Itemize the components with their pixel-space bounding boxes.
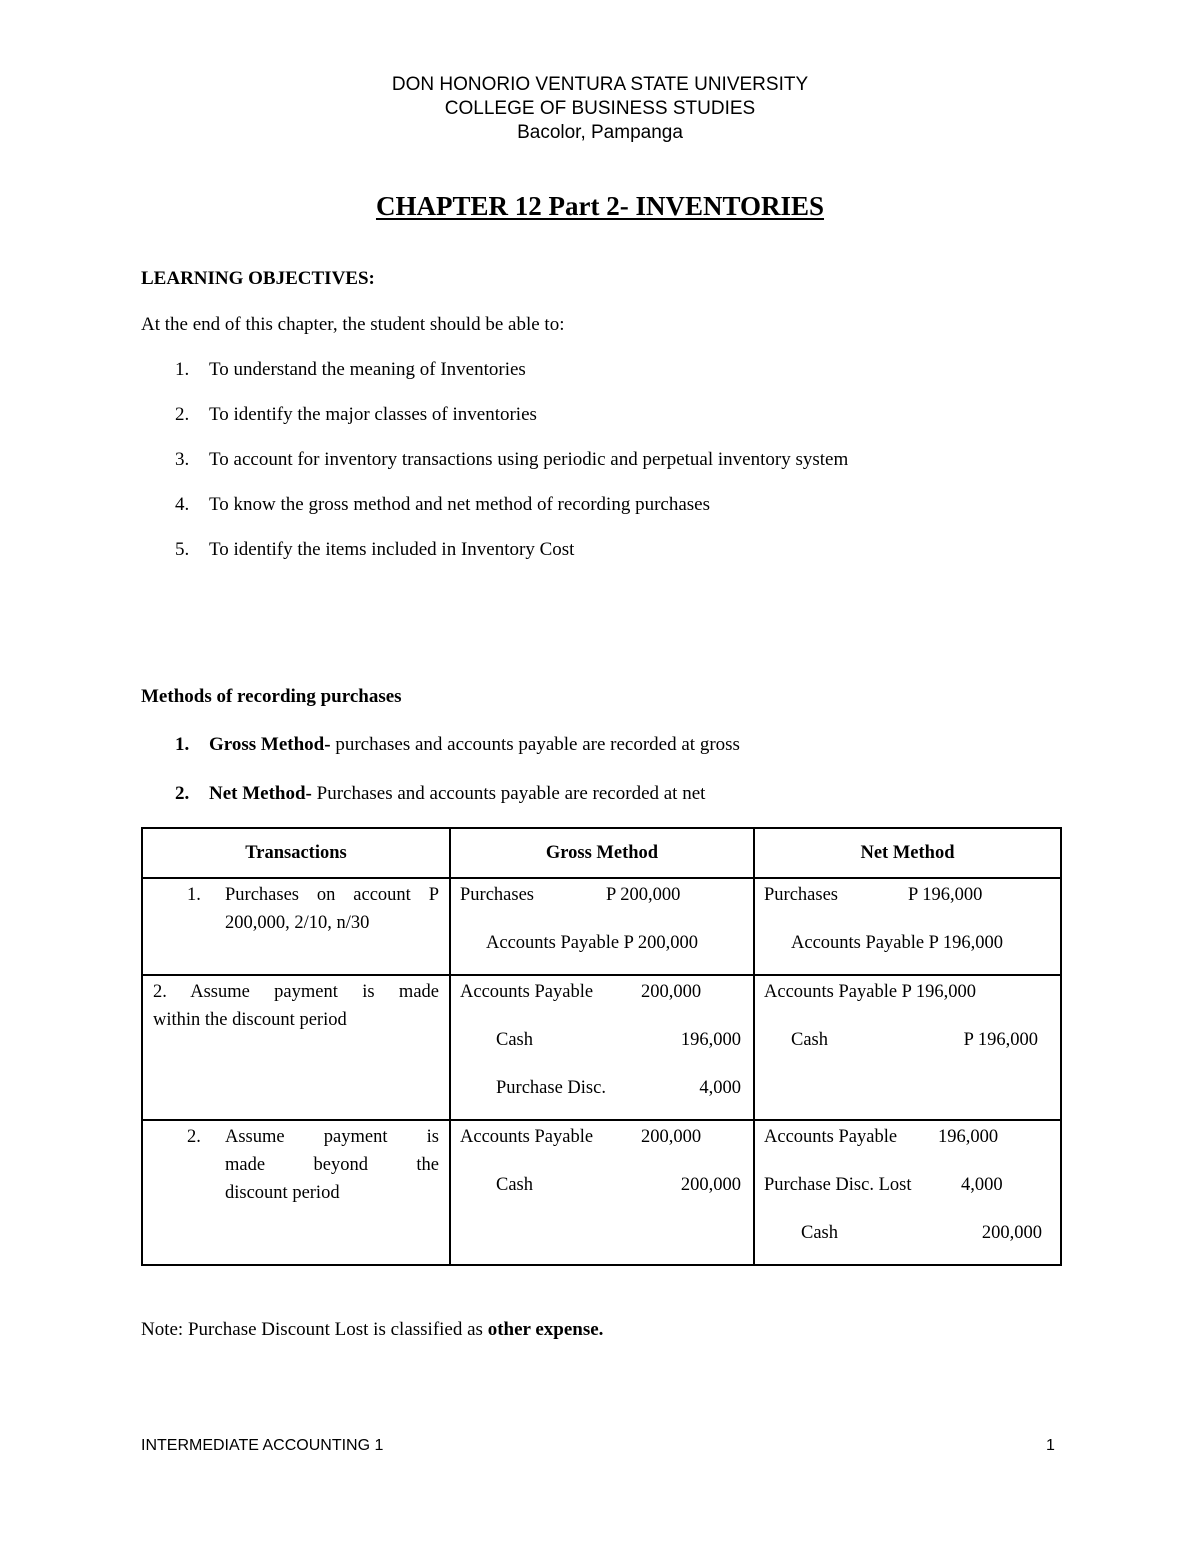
- transaction-text: Purchases on account P: [225, 885, 439, 905]
- entry-amount: 4,000: [699, 1078, 741, 1098]
- method-description: purchases and accounts payable are recorded at gross: [330, 734, 740, 755]
- objective-number: 1.: [175, 359, 190, 380]
- net-entry-cell: [754, 975, 1061, 1120]
- entry-account: Cash: [801, 1223, 838, 1243]
- objective-text: To identify the major classes of inventories: [209, 404, 537, 425]
- objective-item: [175, 358, 526, 382]
- entry-amount: 200,000: [680, 1175, 741, 1195]
- entry-amount: 200,000: [641, 1127, 702, 1147]
- objective-number: 5.: [175, 539, 190, 560]
- objective-number: 3.: [175, 449, 190, 470]
- entry-account: Accounts Payable: [460, 1127, 594, 1147]
- transaction-text: within the discount period: [153, 1010, 347, 1030]
- transaction-text: discount period: [225, 1183, 340, 1203]
- entry-account: Accounts Payable: [764, 1127, 898, 1147]
- method-description: Purchases and accounts payable are recorded at net: [311, 783, 706, 804]
- objective-item: [175, 448, 848, 472]
- note: [141, 1318, 603, 1342]
- transaction-cell: [142, 975, 450, 1120]
- method-number: 2.: [175, 783, 190, 804]
- entry-account: Cash: [496, 1175, 533, 1195]
- transaction-number: 1.: [187, 885, 201, 905]
- entry-account: Accounts Payable: [460, 982, 594, 1002]
- entry-amount: P 196,000: [963, 1030, 1038, 1050]
- method-item: [175, 733, 740, 757]
- table-row: [142, 975, 1061, 1120]
- objective-text: To know the gross method and net method of recording purchases: [209, 494, 710, 515]
- college-name: COLLEGE OF BUSINESS STUDIES: [444, 98, 756, 119]
- note-text: Note: Purchase Discount Lost is classified as: [141, 1319, 488, 1340]
- gross-entry-cell: [450, 1120, 754, 1265]
- note-emphasis: other expense.: [487, 1319, 604, 1340]
- objective-text: To identify the items included in Inventory Cost: [209, 539, 575, 560]
- location: Bacolor, Pampanga: [517, 122, 683, 143]
- entry-amount: P 196,000: [908, 885, 983, 905]
- gross-entry-cell: [450, 878, 754, 975]
- column-header-gross-method: Gross Method: [450, 828, 754, 878]
- methods-heading: Methods of recording purchases: [141, 686, 402, 707]
- entry-amount: 196,000: [938, 1127, 999, 1147]
- entry-account: Purchase Disc.: [496, 1078, 606, 1098]
- entry-account: Cash: [496, 1030, 533, 1050]
- entry-account: Accounts Payable P 196,000: [764, 982, 977, 1002]
- objective-text: To understand the meaning of Inventories: [209, 359, 526, 380]
- method-term: Net Method-: [209, 783, 312, 804]
- entry-amount: P 200,000: [606, 885, 681, 905]
- column-header-net-method: Net Method: [754, 828, 1061, 878]
- transaction-cell: [142, 1120, 450, 1265]
- entry-account: Accounts Payable P 196,000: [791, 933, 1004, 953]
- table-header-row: [142, 828, 1061, 878]
- transaction-text: 200,000, 2/10, n/30: [225, 913, 370, 933]
- objectives-intro: At the end of this chapter, the student should be able to:: [141, 314, 565, 335]
- objective-text: To account for inventory transactions using periodic and perpetual inventory system: [209, 449, 849, 470]
- net-entry-cell: [754, 1120, 1061, 1265]
- entry-account: Purchase Disc. Lost: [764, 1175, 912, 1195]
- objective-item: [175, 538, 574, 562]
- transaction-number: 2.: [187, 1127, 201, 1147]
- university-name: DON HONORIO VENTURA STATE UNIVERSITY: [391, 74, 809, 95]
- transaction-cell: [142, 878, 450, 975]
- transaction-text: Assume payment is: [225, 1127, 439, 1147]
- method-item: [175, 782, 705, 806]
- objectives-heading: LEARNING OBJECTIVES:: [141, 268, 375, 289]
- transaction-text: 2. Assume payment is made: [153, 982, 439, 1002]
- objective-item: [175, 493, 710, 517]
- entry-account: Purchases: [460, 885, 534, 905]
- method-term: Gross Method-: [209, 734, 331, 755]
- entry-account: Purchases: [764, 885, 838, 905]
- objective-item: [175, 403, 537, 427]
- chapter-title: CHAPTER 12 Part 2- INVENTORIES: [375, 191, 825, 221]
- method-number: 1.: [175, 734, 190, 755]
- footer-course: INTERMEDIATE ACCOUNTING 1: [141, 1437, 384, 1454]
- gross-entry-cell: [450, 975, 754, 1120]
- page-number: 1: [1046, 1437, 1055, 1454]
- journal-entries-table: [141, 827, 1062, 1266]
- entry-amount: 200,000: [641, 982, 702, 1002]
- entry-amount: 4,000: [961, 1175, 1003, 1195]
- column-header-transactions: Transactions: [142, 828, 450, 878]
- table-row: [142, 1120, 1061, 1265]
- table-row: [142, 878, 1061, 975]
- net-entry-cell: [754, 878, 1061, 975]
- entry-account: Cash: [791, 1030, 828, 1050]
- entry-account: Accounts Payable P 200,000: [486, 933, 699, 953]
- objective-number: 2.: [175, 404, 190, 425]
- objective-number: 4.: [175, 494, 190, 515]
- entry-amount: 200,000: [981, 1223, 1042, 1243]
- transaction-text: made beyond the: [225, 1155, 439, 1175]
- entry-amount: 196,000: [680, 1030, 741, 1050]
